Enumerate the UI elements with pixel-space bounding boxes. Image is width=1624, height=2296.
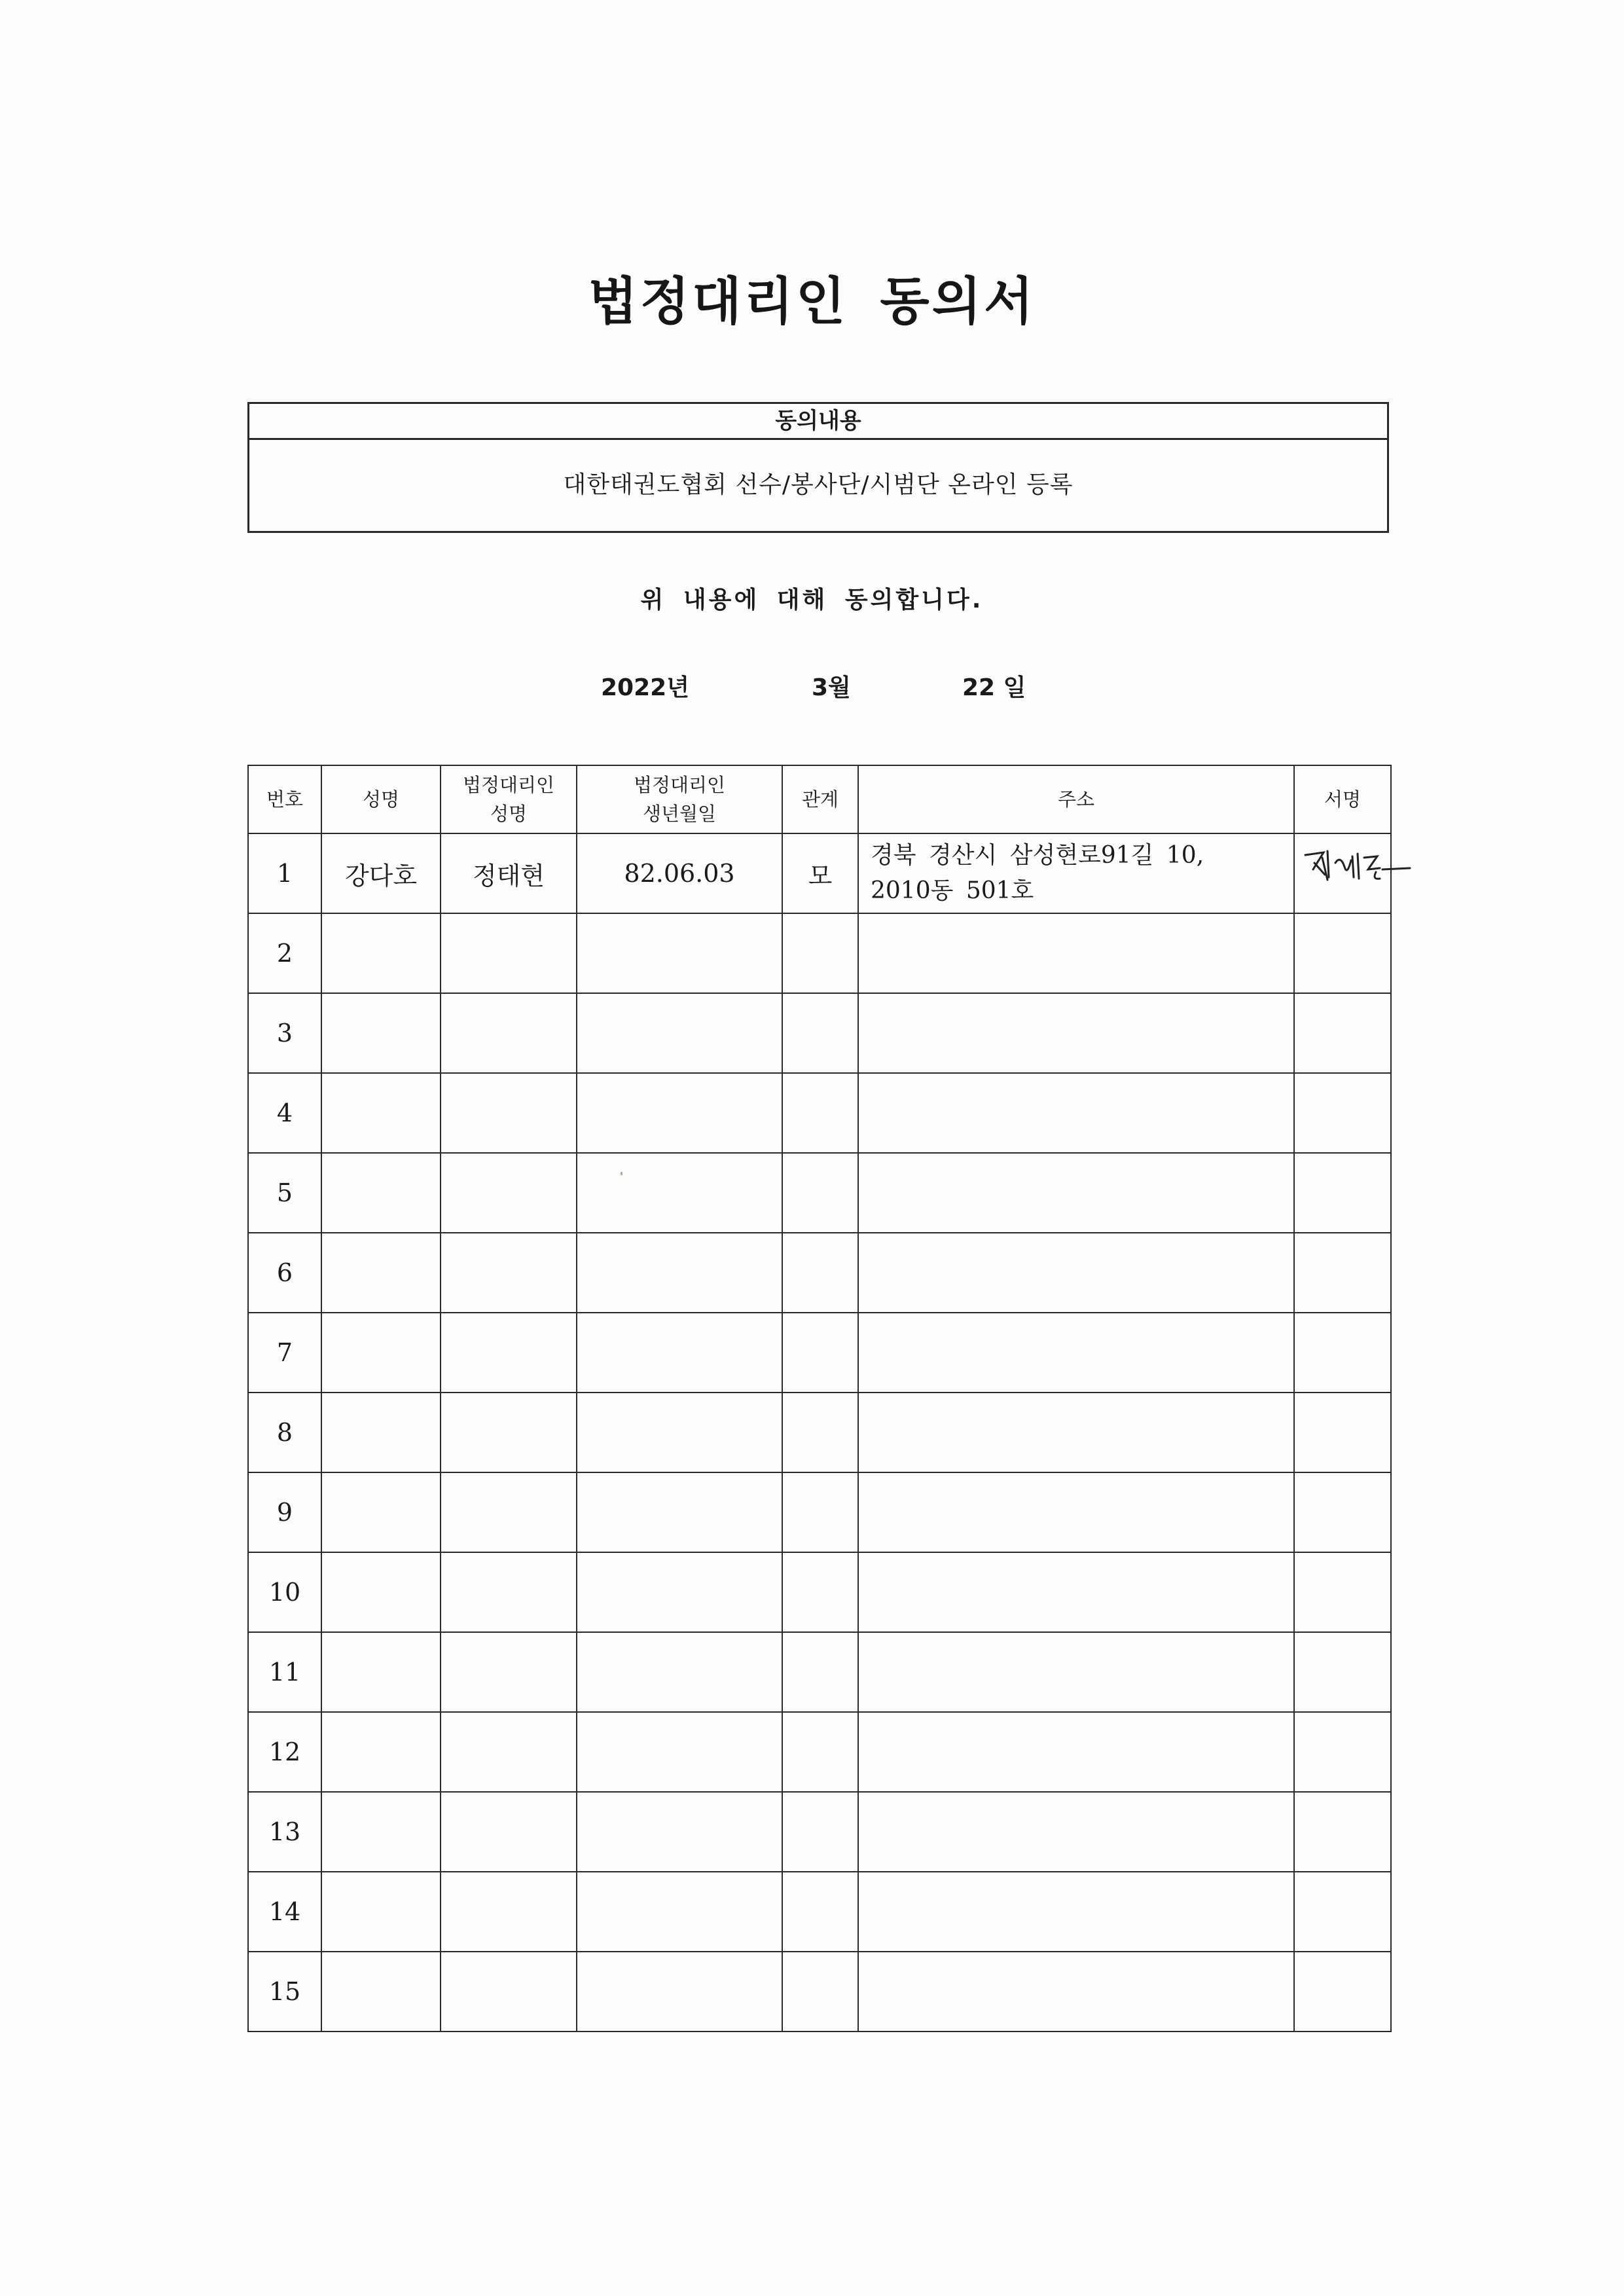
guardian-name <box>441 1712 577 1792</box>
row-number: 7 <box>248 1313 321 1393</box>
minor-name <box>321 1632 441 1712</box>
consent-box <box>247 402 1389 533</box>
signature-cell <box>1294 1393 1391 1472</box>
minor-name <box>321 1552 441 1632</box>
signature-cell <box>1294 1872 1391 1952</box>
relation <box>782 1313 858 1393</box>
row-number: 12 <box>248 1712 321 1792</box>
minor-name <box>321 1472 441 1552</box>
address-line-2: 2010동 501호 <box>871 877 1034 904</box>
signature-cell <box>1294 1632 1391 1712</box>
row-number: 8 <box>248 1393 321 1472</box>
row-number: 15 <box>248 1952 321 2032</box>
guardian-birthdate <box>577 1393 782 1472</box>
date-year: 2022년 <box>601 674 689 701</box>
relation <box>782 1472 858 1552</box>
guardian-birthdate <box>577 993 782 1073</box>
table-header-row <box>248 765 1391 833</box>
guardian-name <box>441 1073 577 1153</box>
address <box>858 1313 1294 1393</box>
relation: 모 <box>782 833 858 913</box>
row-number: 2 <box>248 913 321 993</box>
address <box>858 1393 1294 1472</box>
address <box>858 1233 1294 1313</box>
relation <box>782 913 858 993</box>
row-number: 6 <box>248 1233 321 1313</box>
relation <box>782 1393 858 1472</box>
guardian-name <box>441 1472 577 1552</box>
table-row <box>248 1632 1391 1712</box>
minor-name <box>321 1952 441 2032</box>
relation <box>782 1632 858 1712</box>
relation <box>782 1712 858 1792</box>
table-row <box>248 1712 1391 1792</box>
minor-name <box>321 913 441 993</box>
relation <box>782 1552 858 1632</box>
col-header-signature <box>1294 765 1391 833</box>
col-header-no <box>248 765 321 833</box>
address-line-1: 경북 경산시 삼성현로91길 10, <box>871 842 1204 869</box>
minor-name <box>321 1712 441 1792</box>
relation <box>782 993 858 1073</box>
minor-name <box>321 1313 441 1393</box>
guardian-name: 정태현 <box>441 833 577 913</box>
address <box>858 1552 1294 1632</box>
signature-cell <box>1294 833 1391 913</box>
guardian-name <box>441 1233 577 1313</box>
address <box>858 1153 1294 1233</box>
signature-cell <box>1294 1792 1391 1872</box>
guardian-name <box>441 1792 577 1872</box>
col-header-guardian-birth-line2: 생년월일 <box>642 803 717 825</box>
guardian-birthdate <box>577 1472 782 1552</box>
relation <box>782 1872 858 1952</box>
guardian-birthdate <box>577 1552 782 1632</box>
col-header-relation <box>782 765 858 833</box>
table-row <box>248 913 1391 993</box>
relation <box>782 1153 858 1233</box>
guardian-name <box>441 913 577 993</box>
guardian-birthdate <box>577 1712 782 1792</box>
signature-cell <box>1294 1233 1391 1313</box>
date-month: 3월 <box>812 674 851 701</box>
row-number: 9 <box>248 1472 321 1552</box>
guardian-birthdate <box>577 913 782 993</box>
col-header-guardian-birth-line1: 법정대리인 <box>633 774 726 796</box>
table-row <box>248 993 1391 1073</box>
guardian-name <box>441 1313 577 1393</box>
minor-name: 강다호 <box>321 833 441 913</box>
signature-cell <box>1294 1153 1391 1233</box>
date-day: 22 일 <box>962 674 1026 701</box>
signature-cell <box>1294 913 1391 993</box>
guardian-birthdate <box>577 1792 782 1872</box>
table-row <box>248 1552 1391 1632</box>
guardian-birthdate <box>577 1153 782 1233</box>
relation <box>782 1073 858 1153</box>
address <box>858 1952 1294 2032</box>
table-row <box>248 1792 1391 1872</box>
guardian-name <box>441 1153 577 1233</box>
row-number: 5 <box>248 1153 321 1233</box>
address <box>858 913 1294 993</box>
col-header-guardian-name-line2: 성명 <box>490 803 528 825</box>
table-row <box>248 1153 1391 1233</box>
address <box>858 1073 1294 1153</box>
guardian-name <box>441 1552 577 1632</box>
col-header-name-label: 성명 <box>362 788 400 811</box>
table-row <box>248 1073 1391 1153</box>
minor-name <box>321 1792 441 1872</box>
table-row <box>248 833 1391 913</box>
relation <box>782 1952 858 2032</box>
agreement-statement: 위 내용에 대해 동의합니다. <box>640 587 984 613</box>
signature-cell <box>1294 993 1391 1073</box>
row-number: 3 <box>248 993 321 1073</box>
address <box>858 1632 1294 1712</box>
col-header-address-label: 주소 <box>1057 788 1095 811</box>
address <box>858 993 1294 1073</box>
col-header-name <box>321 765 441 833</box>
col-header-no-label: 번호 <box>266 788 304 811</box>
row-number: 11 <box>248 1632 321 1712</box>
minor-name <box>321 1073 441 1153</box>
guardian-name <box>441 1632 577 1712</box>
table-body <box>248 833 1391 2032</box>
document-title: 법정대리인 동의서 <box>588 272 1036 331</box>
table-row <box>248 1233 1391 1313</box>
row-number: 10 <box>248 1552 321 1632</box>
consent-header: 동의내용 <box>249 404 1387 440</box>
guardian-birthdate: 82.06.03 <box>577 833 782 913</box>
signature-cell <box>1294 1472 1391 1552</box>
col-header-guardian-birth <box>577 765 782 833</box>
address <box>858 1472 1294 1552</box>
col-header-guardian-name-line1: 법정대리인 <box>462 774 555 796</box>
minor-name <box>321 1233 441 1313</box>
col-header-guardian-name <box>441 765 577 833</box>
table-row <box>248 1313 1391 1393</box>
address <box>858 1792 1294 1872</box>
col-header-relation-label: 관계 <box>801 788 839 811</box>
guardian-birthdate <box>577 1073 782 1153</box>
guardian-birthdate <box>577 1313 782 1393</box>
row-number: 13 <box>248 1792 321 1872</box>
signature-cell <box>1294 1712 1391 1792</box>
guardian-name <box>441 1872 577 1952</box>
signature-cell <box>1294 1313 1391 1393</box>
guardian-birthdate <box>577 1872 782 1952</box>
table-row <box>248 1952 1391 2032</box>
col-header-signature-label: 서명 <box>1324 788 1362 811</box>
table-row <box>248 1872 1391 1952</box>
row-number: 4 <box>248 1073 321 1153</box>
minor-name <box>321 1393 441 1472</box>
registration-table <box>247 765 1392 2032</box>
signature-cell <box>1294 1073 1391 1153</box>
row-number: 1 <box>248 833 321 913</box>
relation <box>782 1233 858 1313</box>
col-header-address <box>858 765 1294 833</box>
guardian-birthdate <box>577 1952 782 2032</box>
minor-name <box>321 993 441 1073</box>
table-row <box>248 1472 1391 1552</box>
signature-cell <box>1294 1952 1391 2032</box>
consent-content: 대한태권도협회 선수/봉사단/시범단 온라인 등록 <box>563 471 1074 498</box>
signature-cell <box>1294 1552 1391 1632</box>
relation <box>782 1792 858 1872</box>
scan-speck <box>621 1172 623 1175</box>
address <box>858 1872 1294 1952</box>
guardian-birthdate <box>577 1632 782 1712</box>
handwritten-signature <box>1299 843 1414 896</box>
minor-name <box>321 1872 441 1952</box>
address <box>858 833 1294 913</box>
table-row <box>248 1393 1391 1472</box>
guardian-name <box>441 1952 577 2032</box>
guardian-name <box>441 993 577 1073</box>
guardian-name <box>441 1393 577 1472</box>
row-number: 14 <box>248 1872 321 1952</box>
guardian-birthdate <box>577 1233 782 1313</box>
minor-name <box>321 1153 441 1233</box>
address <box>858 1712 1294 1792</box>
